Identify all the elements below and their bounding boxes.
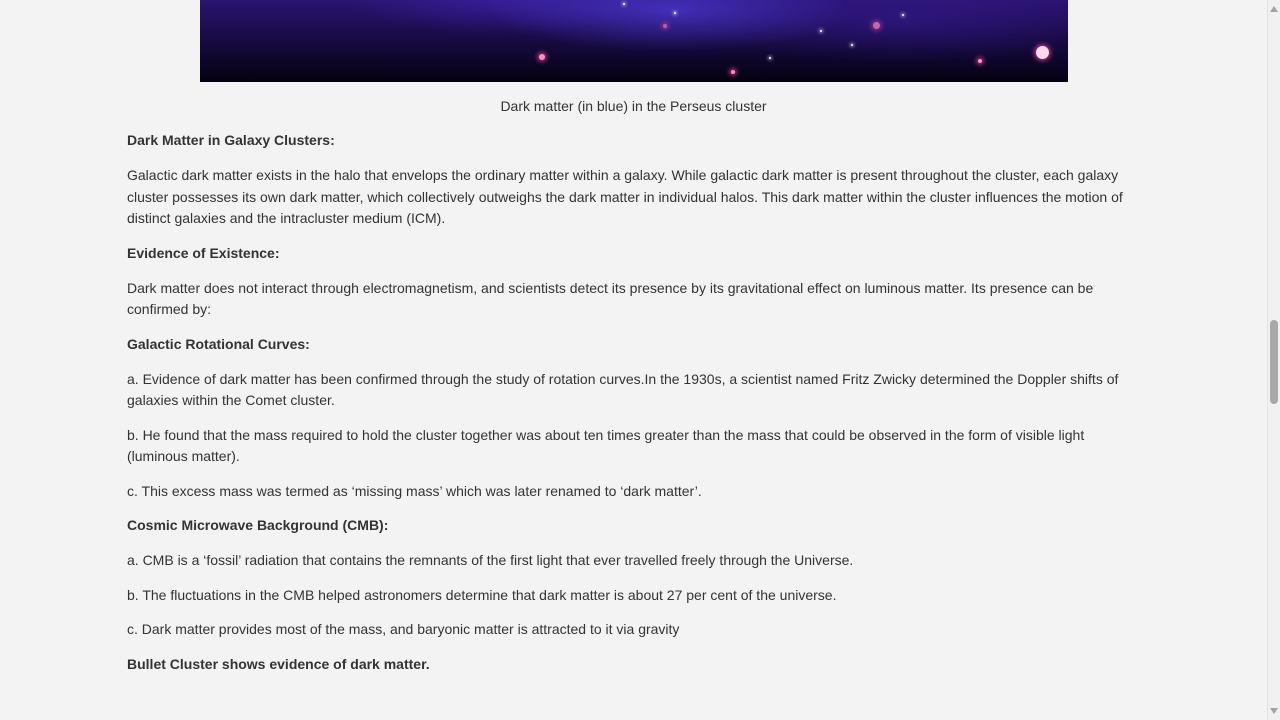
paragraph: b. He found that the mass required to hold the cluster together was about ten times greater than the mass that could be observed in the form of visible light (luminous matter). xyxy=(127,426,1085,464)
scroll-thumb[interactable] xyxy=(1270,320,1278,404)
paragraph: c. This excess mass was termed as ‘missing mass’ which was later renamed to ‘dark matter’. xyxy=(127,482,702,499)
section-heading: Bullet Cluster shows evidence of dark matter. xyxy=(127,655,430,672)
star-dot xyxy=(623,3,625,5)
section-heading: Cosmic Microwave Background (CMB): xyxy=(127,517,389,533)
arrow-down-icon[interactable] xyxy=(1270,708,1278,714)
paragraph: Dark matter does not interact through electromagnetism, and scientists detect its presence by its gravitational effect on luminous matter. Its presence can be confirmed by: xyxy=(127,279,1094,317)
paragraph: a. CMB is a ‘fossil’ radiation that contains the remnants of the first light that ever travelled freely through the Universe. xyxy=(127,552,854,568)
paragraph: b. The fluctuations in the CMB helped astronomers determine that dark matter is about 27 per cent of the universe. xyxy=(127,586,837,603)
star-dot xyxy=(902,14,904,16)
star-dot xyxy=(1036,46,1049,59)
star-dot xyxy=(769,57,771,59)
image-caption: Dark matter (in blue) in the Perseus cluster xyxy=(500,98,767,114)
section-heading: Evidence of Existence: xyxy=(127,244,280,261)
perseus-cluster-image xyxy=(200,0,1068,82)
article-body xyxy=(127,130,1137,689)
star-dot xyxy=(539,54,545,60)
paragraph: Galactic dark matter exists in the halo that envelops the ordinary matter within a galaxy. While galactic dark matter is present throughout the cluster, each galaxy cluster possesses its own dark matter, which collectively outweighs the dark matter in individual halos. This dark matter within the cluster influences the motion of distinct galaxies and the intracluster medium (ICM). xyxy=(127,167,1123,226)
paragraph: c. Dark matter provides most of the mass, and baryonic matter is attracted to it via gravity xyxy=(127,621,680,637)
star-dot xyxy=(674,12,676,14)
paragraph: a. Evidence of dark matter has been confirmed through the study of rotation curves.In the 1930s, a scientist named Fritz Zwicky determined the Doppler shifts of galaxies within the Comet cluster. xyxy=(127,370,1119,408)
star-dot xyxy=(820,30,822,32)
nebula-glow xyxy=(200,0,1068,82)
star-dot xyxy=(851,44,853,46)
section-heading: Dark Matter in Galaxy Clusters: xyxy=(127,132,335,148)
arrow-up-icon[interactable] xyxy=(1270,6,1278,12)
section-heading: Galactic Rotational Curves: xyxy=(127,335,310,352)
star-dot xyxy=(978,59,982,63)
star-dot xyxy=(731,70,735,74)
vertical-scrollbar[interactable] xyxy=(1267,0,1280,720)
star-dot xyxy=(663,24,667,28)
star-dot xyxy=(873,22,880,29)
